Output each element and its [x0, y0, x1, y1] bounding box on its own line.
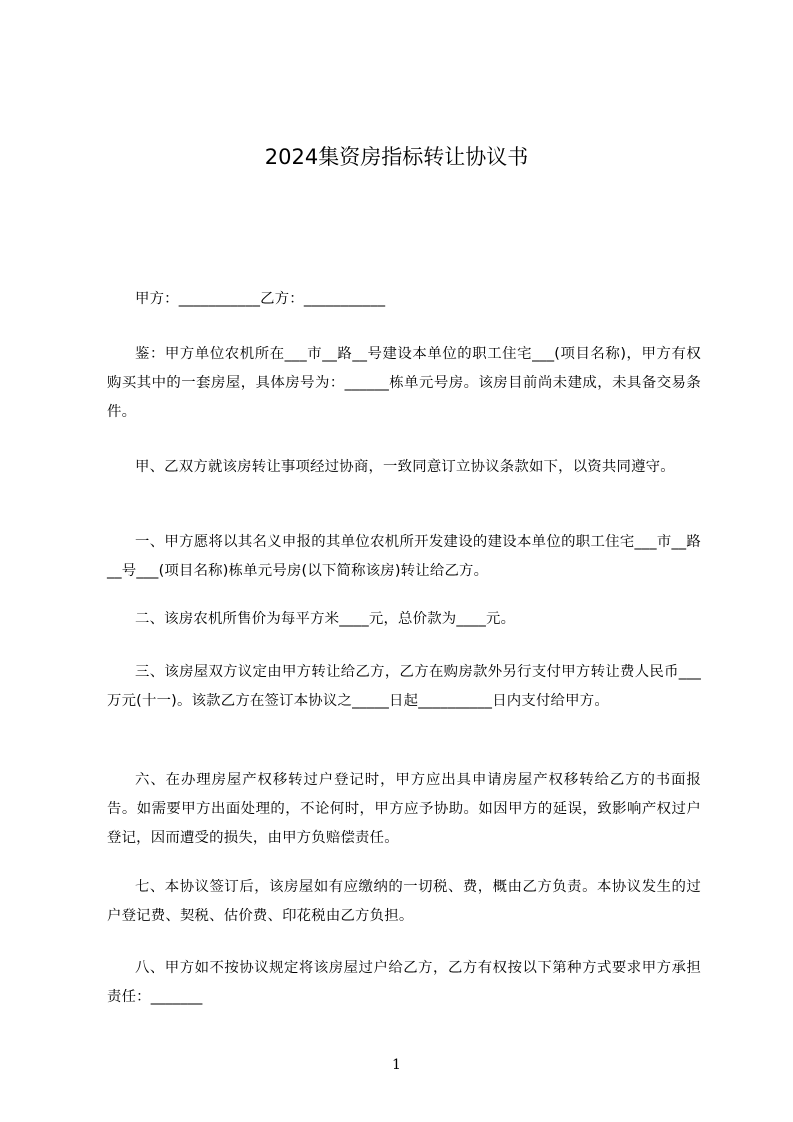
clause-2-paragraph: 二、该房农机所售价为每平方米____元，总价款为____元。 — [135, 611, 516, 627]
clause-3-paragraph: 三、该房屋双方议定由甲方转让给乙方，乙方在购房款外另行支付甲方转让费人民币___万元(十一)。该款乙方在签订本协议之_____日起__________日内支付给甲方。 — [107, 664, 701, 709]
page-number: 1 — [392, 1057, 401, 1073]
clause-1-paragraph: 一、甲方愿将以其名义申报的其单位农机所开发建设的建设本单位的职工住宅___市__路__号___(项目名称)栋单元号房(以下简称该房)转让给乙方。 — [107, 534, 701, 579]
clause-8-paragraph: 八、甲方如不按协议规定将该房屋过户给乙方，乙方有权按以下第种方式要求甲方承担责任：_______ — [107, 960, 701, 1005]
clause-6-paragraph: 六、在办理房屋产权移转过户登记时，甲方应出具申请房屋产权移转给乙方的书面报告。如需要甲方出面处理的，不论何时，甲方应予协助。如因甲方的延误，致影响产权过户登记，因而遭受的损失，由甲方负赔偿责任。 — [107, 772, 701, 846]
document-title: 2024集资房指标转让协议书 — [264, 145, 529, 169]
clause-7-paragraph: 七、本协议签订后，该房屋如有应缴纳的一切税、费，概由乙方负责。本协议发生的过户登记费、契税、估价费、印花税由乙方负担。 — [107, 879, 701, 924]
party-line: 甲方：___________乙方：___________ — [135, 291, 386, 307]
preamble-paragraph: 鉴：甲方单位农机所在___市__路__号建设本单位的职工住宅___(项目名称)，甲方有权购买其中的一套房屋，具体房号为：______栋单元号房。该房目前尚未建成，未具备交易条件。 — [107, 346, 701, 420]
agreement-intro-paragraph: 甲、乙双方就该房转让事项经过协商，一致同意订立协议条款如下，以资共同遵守。 — [135, 459, 675, 475]
